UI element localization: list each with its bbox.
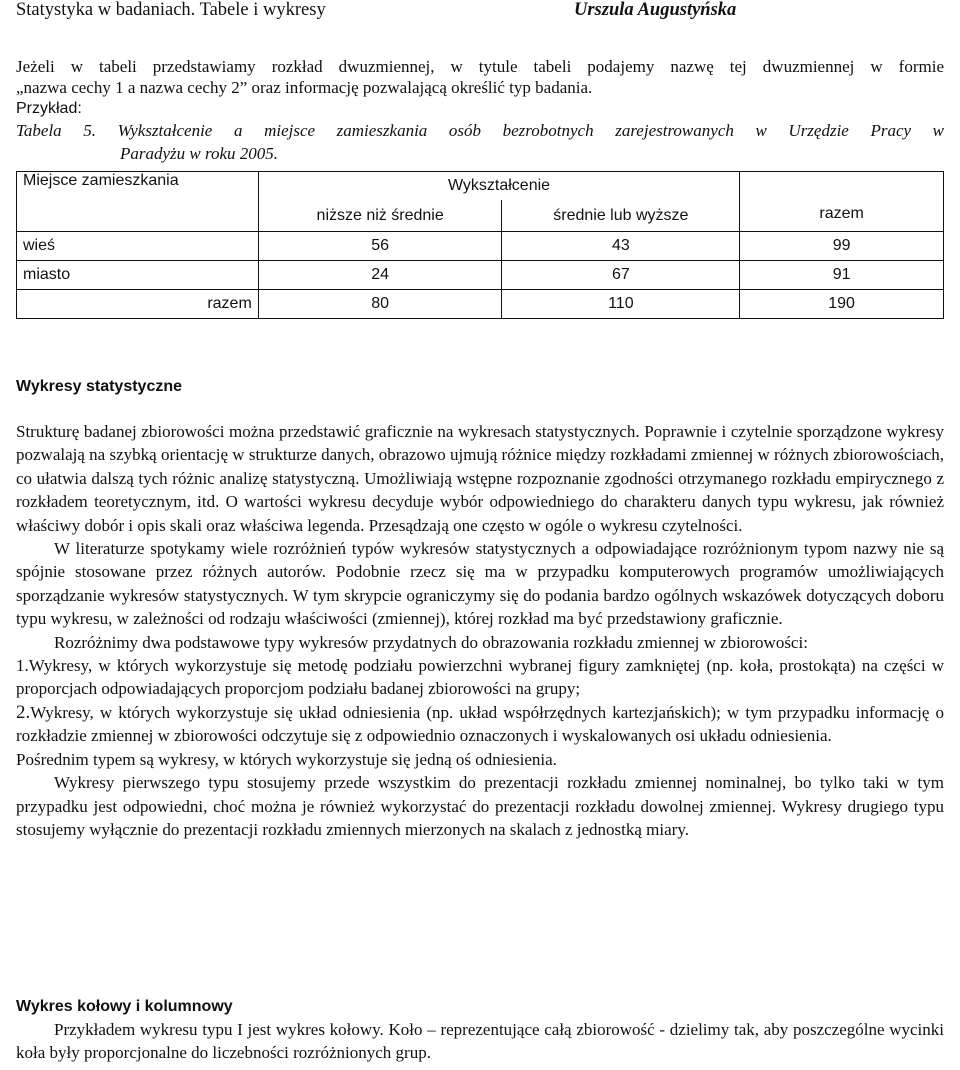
example-label: Przykład: <box>16 100 82 117</box>
education-residence-table <box>16 171 944 319</box>
intro-section <box>16 56 944 165</box>
intro-line-1: Jeżeli w tabeli przedstawiamy rozkład dwuzmiennej, w tytule tabeli podajemy nazwę tej dwuzmiennej w formie <box>16 57 944 76</box>
caption-line-2: Paradyżu w roku 2005. <box>120 144 279 163</box>
paragraph: Strukturę badanej zbiorowości można przedstawić graficznie na wykresach statystycznych. Poprawnie i czytelnie sporządzone wykresy pozwalają na szybką orientację w strukturze danych, obrazowo ujmują różnice między rozkładami zmiennej w różnych zbiorowościach, co ułatwia dalszą tych różnic analizę statystyczną. Umożliwiają wstępne rozpoznanie zgodności otrzymanego rozkładu empirycznego z rozkładem teoretycznym, itd. O wartości wykresu decyduje wybór odpowiedniego do charakteru danych typu wykresu, jak również właściwy dobór i opis skali oraz właściwa legenda. Przesądzają one często w ogóle o wykresu czytelności. <box>16 422 944 535</box>
cell-total: 190 <box>740 290 944 319</box>
list-text: Wykresy, w których wykorzystuje się układ odniesienia (np. układ współrzędnych kartezjańskich); w tym przypadku informację o rozkładzie zmiennej w zbiorowości odczytuje się z odpowiednio oznaczonych i wyskalowanych osi układu odniesienia. <box>16 702 944 746</box>
paragraph: W literaturze spotykamy wiele rozróżnień typów wykresów statystycznych a odpowiadające rozróżnionym typom nazwy nie są spójnie stosowane przez różnych autorów. Podobnie rzecz się ma w przypadku komputerowych programów umożliwiających sporządzanie wykresów statystycznych. W tym skrypcie ograniczymy się do podania bardzo ogólnych wskazówek dotyczących doboru typu wykresu, w zależności od rodzaju właściwości (zmiennej), której rozkład ma być przedstawiony graficznie. <box>16 539 944 629</box>
section-title: Wykresy statystyczne <box>16 378 183 395</box>
cell-higher: 110 <box>502 290 740 319</box>
list-item: 1.Wykresy, w których wykorzystuje się metodę podziału powierzchni wybranej figury zamkniętej (np. koła, prostokąta) na części w proporcjach odpowiadających proporcjom podziału badanej zbiorowości na grupy; <box>16 656 944 699</box>
cell-higher: 43 <box>502 232 740 261</box>
paragraph: Wykresy pierwszego typu stosujemy przede wszystkim do prezentacji rozkładu zmiennej nominalnej, bo tylko taki w tym przypadku jest odpowiedni, choć można je również wykorzystać do prezentacji rozkładu dowolnej zmiennej. Wykresy drugiego typu stosujemy wyłącznie do prezentacji rozkładu zmiennych mierzonych na skalach z jednostką miary. <box>16 773 944 839</box>
document-page <box>16 0 944 1063</box>
paragraph: Rozróżnimy dwa podstawowe typy wykresów przydatnych do obrazowania rozkładu zmiennej w zbiorowości: <box>54 632 808 652</box>
section-body <box>16 1018 944 1065</box>
section-title: Wykres kołowy i kolumnowy <box>16 998 233 1015</box>
header-lower: niższe niż średnie <box>258 200 502 232</box>
cell-total: 99 <box>740 232 944 261</box>
header-total: razem <box>740 172 944 232</box>
table-row <box>17 290 944 319</box>
row-label: razem <box>17 290 259 319</box>
header-author: Urszula Augustyńska <box>574 0 737 20</box>
table-header-row-1 <box>17 172 944 201</box>
table-row <box>17 261 944 290</box>
kolowy-section <box>16 998 944 1065</box>
cell-lower: 80 <box>258 290 502 319</box>
cell-total: 91 <box>740 261 944 290</box>
wykresy-section <box>16 378 944 841</box>
table-row <box>17 232 944 261</box>
cell-lower: 24 <box>258 261 502 290</box>
header-title: Statystyka w badaniach. Tabele i wykresy <box>16 0 326 20</box>
header-place: Miejsce zamieszkania <box>17 172 259 232</box>
row-label: wieś <box>17 232 259 261</box>
cell-lower: 56 <box>258 232 502 261</box>
page-header <box>16 0 944 28</box>
caption-line-1: Tabela 5. Wykształcenie a miejsce zamieszkania osób bezrobotnych zarejestrowanych w Urzędzie Pracy w <box>16 121 944 140</box>
paragraph: Przykładem wykresu typu I jest wykres kołowy. Koło – reprezentujące całą zbiorowość - dzielimy tak, aby poszczególne wycinki koła były proporcjonalne do liczebności rozróżnionych grup. <box>16 1020 944 1063</box>
row-label: miasto <box>17 261 259 290</box>
list-number: 2. <box>16 701 31 723</box>
paragraph: Pośrednim typem są wykresy, w których wykorzystuje się jedną oś odniesienia. <box>16 749 557 769</box>
list-item <box>16 701 944 748</box>
cell-higher: 67 <box>502 261 740 290</box>
section-body <box>16 420 944 841</box>
header-education: Wykształcenie <box>258 172 739 201</box>
intro-line-2: „nazwa cechy 1 a nazwa cechy 2” oraz informację pozwalającą określić typ badania. <box>16 78 593 97</box>
table-caption <box>16 119 944 165</box>
header-higher: średnie lub wyższe <box>502 200 740 232</box>
